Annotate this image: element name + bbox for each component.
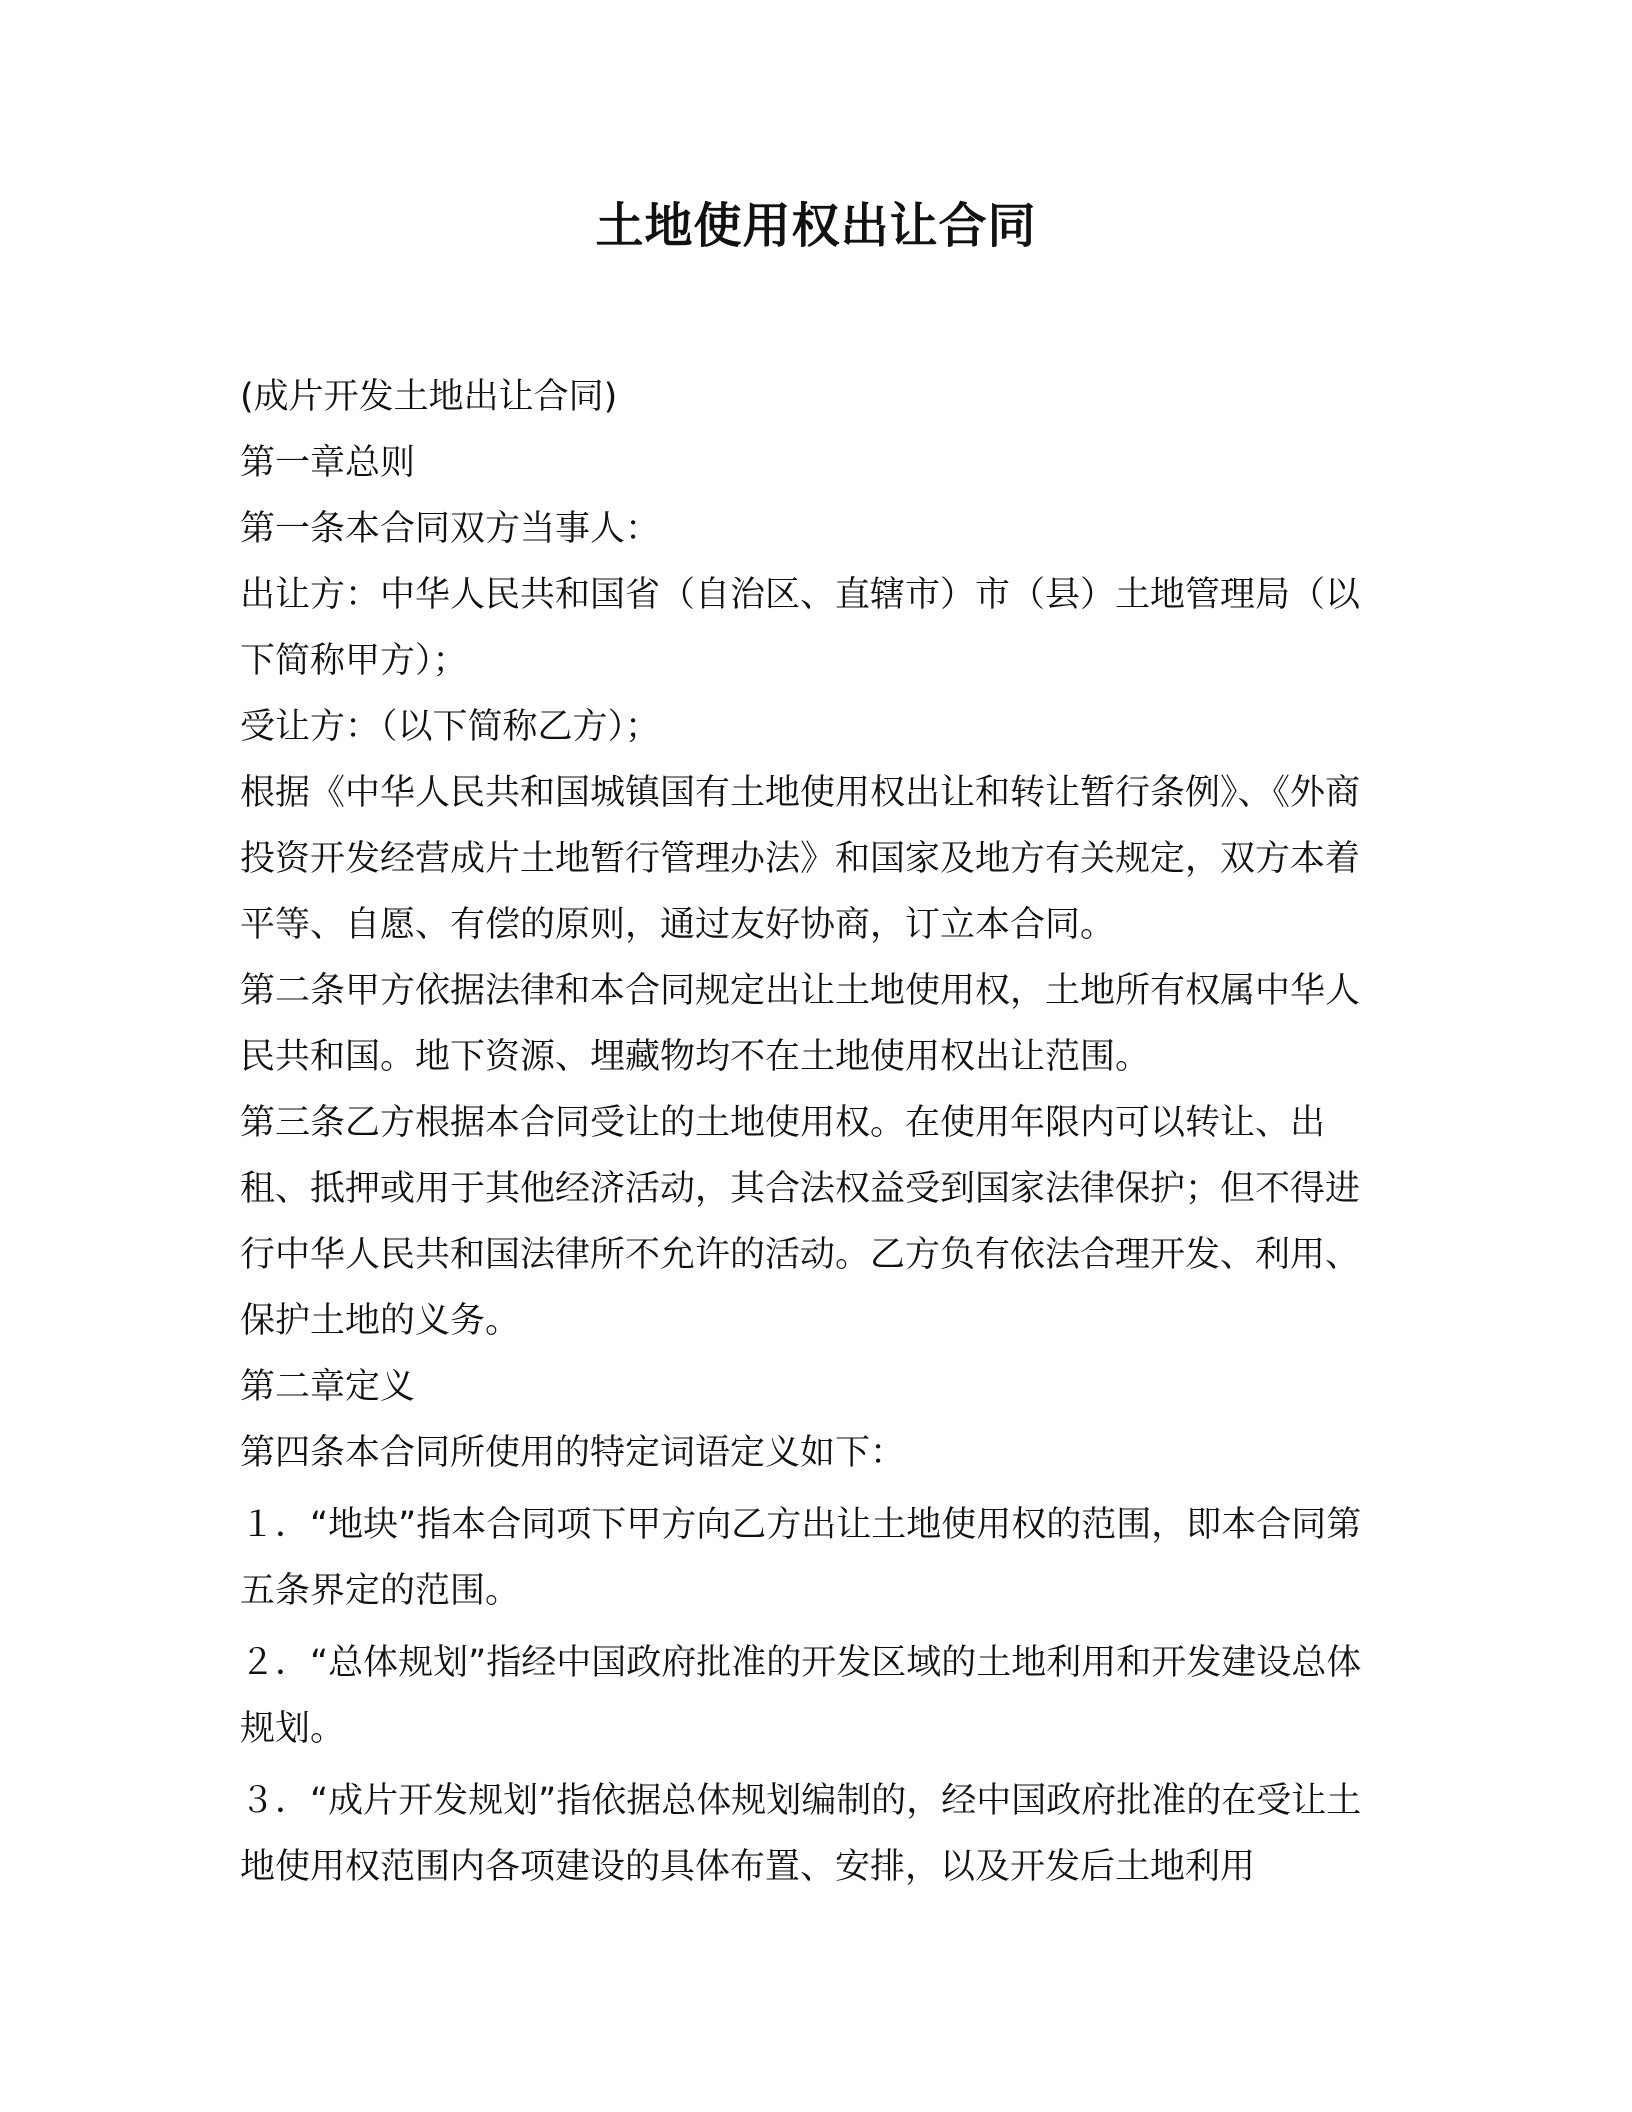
subtitle-paragraph: (成片开发土地出让合同)	[240, 377, 618, 417]
article-paragraph: 第二条甲方依据法律和本合同规定出让土地使用权，土地所有权属中华人民共和国。地下资源、埋藏物均不在土地使用权出让范围。	[240, 971, 1361, 1077]
definition-item: １．“地块”指本合同项下甲方向乙方出让土地使用权的范围，即本合同第五条界定的范围。	[240, 1505, 1362, 1611]
party-paragraph: 出让方：中华人民共和国省（自治区、直辖市）市（县）土地管理局（以下简称甲方）；	[240, 575, 1361, 681]
chapter-heading: 第一章总则	[240, 443, 416, 483]
chapter-heading: 第二章定义	[240, 1367, 416, 1407]
document-body	[240, 364, 1390, 1900]
article-paragraph: 根据《中华人民共和国城镇国有土地使用权出让和转让暂行条例》、《外商投资开发经营成片土地暂行管理办法》和国家及地方有关规定，双方本着平等、自愿、有偿的原则，通过友好协商，订立本合同。	[240, 773, 1361, 945]
definition-item: ２．“总体规划”指经中国政府批准的开发区域的土地利用和开发建设总体规划。	[240, 1643, 1362, 1749]
party-paragraph: 受让方：（以下简称乙方）；	[240, 707, 661, 747]
article-paragraph: 第四条本合同所使用的特定词语定义如下：	[240, 1433, 906, 1473]
article-paragraph: 第一条本合同双方当事人：	[240, 509, 661, 549]
article-paragraph: 第三条乙方根据本合同受让的土地使用权。在使用年限内可以转让、出租、抵押或用于其他经济活动，其合法权益受到国家法律保护；但不得进行中华人民共和国法律所不允许的活动。乙方负有依法合理开发、利用、保护土地的义务。	[240, 1103, 1361, 1341]
document-title: 土地使用权出让合同	[595, 198, 1037, 254]
definition-item: ３．“成片开发规划”指依据总体规划编制的，经中国政府批准的在受让土地使用权范围内各项建设的具体布置、安排，以及开发后土地利用	[240, 1781, 1362, 1887]
